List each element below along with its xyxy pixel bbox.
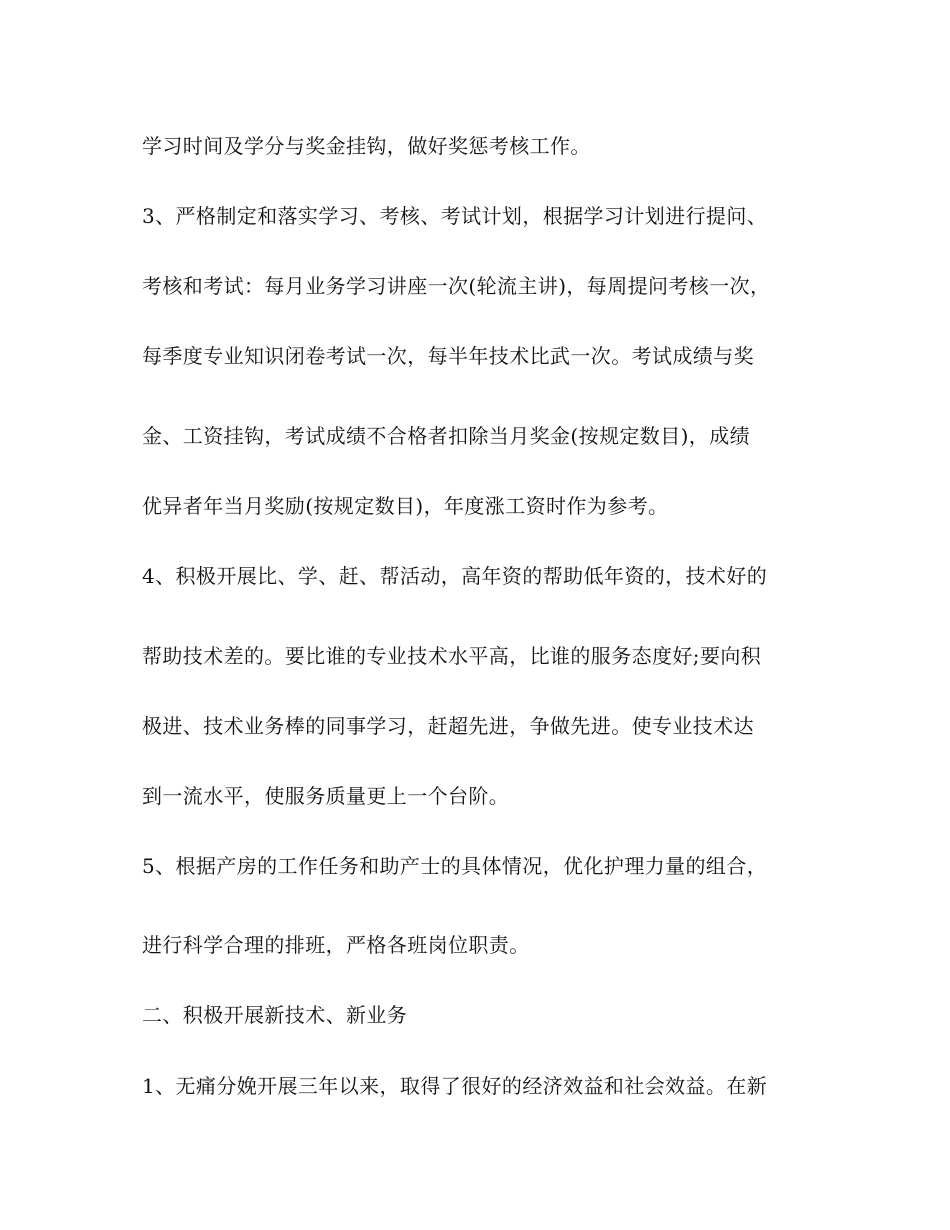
text-line: 学习时间及学分与奖金挂钩，做好奖惩考核工作。 — [142, 134, 591, 158]
text-line: 5、根据产房的工作任务和助产士的具体情况，优化护理力量的组合， — [142, 854, 768, 878]
text-line: 进行科学合理的排班，严格各班岗位职责。 — [142, 933, 530, 957]
text-line: 金、工资挂钩，考试成绩不合格者扣除当月奖金(按规定数目)，成绩 — [142, 424, 751, 448]
text-line: 到一流水平，使服务质量更上一个台阶。 — [142, 784, 510, 808]
text-line: 帮助技术差的。要比谁的专业技术水平高，比谁的服务态度好;要向积 — [142, 644, 762, 668]
section-heading: 二、积极开展新技术、新业务 — [142, 1003, 408, 1027]
text-line: 极进、技术业务棒的同事学习，赶超先进，争做先进。使专业技术达 — [142, 714, 754, 738]
text-line: 4、积极开展比、学、赶、帮活动，高年资的帮助低年资的，技术好的 — [142, 564, 768, 588]
text-line: 1、无痛分娩开展三年以来，取得了很好的经济效益和社会效益。在新 — [142, 1074, 768, 1098]
text-line: 优异者年当月奖励(按规定数目)，年度涨工资时作为参考。 — [142, 494, 669, 518]
text-line: 考核和考试：每月业务学习讲座一次(轮流主讲)，每周提问考核一次， — [142, 274, 771, 298]
text-line: 每季度专业知识闭卷考试一次，每半年技术比武一次。考试成绩与奖 — [142, 344, 754, 368]
text-line: 3、严格制定和落实学习、考核、考试计划，根据学习计划进行提问、 — [142, 204, 768, 228]
